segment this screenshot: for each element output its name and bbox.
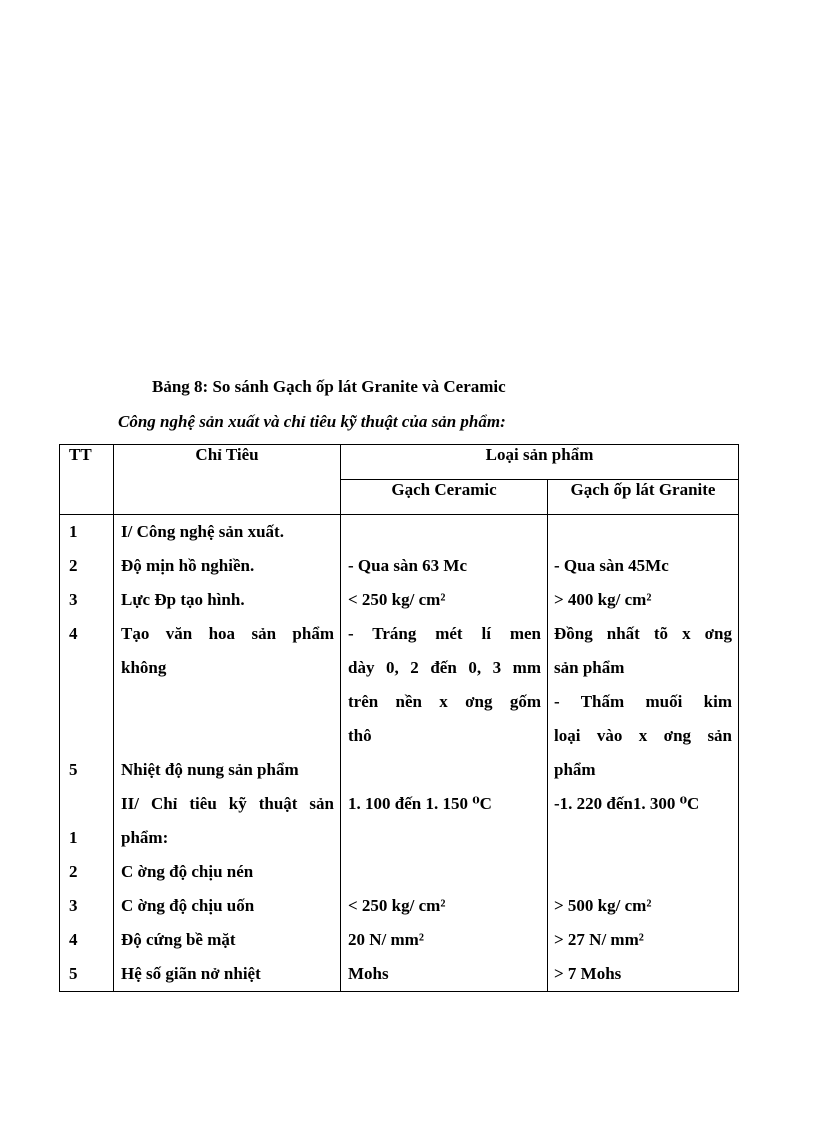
header-chi-tieu: Chỉ Tiêu	[114, 445, 341, 515]
tt-column	[60, 515, 114, 992]
chi-tieu-column	[114, 515, 341, 992]
chi-tieu-line: Độ mịn hồ nghiền.	[121, 556, 255, 575]
chi-tieu-line: II/ Chỉ tiêu kỹ thuật sản	[121, 794, 334, 813]
ceramic-line	[348, 515, 541, 549]
granite-line: loại vào x ơng sản	[554, 726, 733, 745]
ceramic-line: dày 0, 2 đến 0, 3 mm	[348, 658, 541, 677]
granite-line: > 500 kg/ cm²	[554, 896, 652, 915]
granite-line: > 400 kg/ cm²	[554, 590, 652, 609]
ceramic-line	[348, 821, 541, 855]
chi-tieu-line: I/ Công nghệ sản xuất.	[121, 522, 284, 541]
tt-line: 3	[69, 896, 78, 915]
ceramic-column	[341, 515, 548, 992]
granite-line: - Qua sàn 45Mc	[554, 556, 669, 575]
ceramic-line: - Tráng mét lí men	[348, 624, 541, 643]
ceramic-line: 20 N/ mm²	[348, 930, 424, 949]
tt-line: 5	[69, 760, 78, 779]
chi-tieu-line: C ờng độ chịu nén	[121, 862, 254, 881]
granite-line: > 27 N/ mm²	[554, 930, 644, 949]
ceramic-line: trên nền x ơng gốm	[348, 692, 541, 711]
tt-line: 4	[69, 624, 78, 643]
chi-tieu-line: Hệ số giãn nở nhiệt	[121, 964, 261, 983]
chi-tieu-line: C ờng độ chịu uốn	[121, 896, 255, 915]
header-granite: Gạch ốp lát Granite	[548, 480, 739, 515]
granite-line: sản phẩm	[554, 658, 625, 677]
comparison-table	[59, 444, 739, 992]
tt-line	[69, 719, 113, 753]
tt-line: 1	[69, 828, 78, 847]
chi-tieu-line: phẩm:	[121, 828, 169, 847]
chi-tieu-line: Nhiệt độ nung sản phẩm	[121, 760, 299, 779]
chi-tieu-line: Độ cứng bề mặt	[121, 930, 236, 949]
chi-tieu-line	[121, 719, 334, 753]
tt-line	[69, 651, 113, 685]
ceramic-line: 1. 100 đến 1. 150 ⁰C	[348, 794, 492, 813]
granite-column	[548, 515, 739, 992]
chi-tieu-line: Tạo văn hoa sản phẩm	[121, 624, 334, 643]
header-row	[60, 445, 739, 480]
granite-line: Đồng nhất tõ x ơng	[554, 624, 733, 643]
granite-line: > 7 Mohs	[554, 964, 622, 983]
tt-line: 2	[69, 862, 78, 881]
tt-line: 4	[69, 930, 78, 949]
tt-line	[69, 787, 113, 821]
table-caption: Bảng 8: So sánh Gạch ốp lát Granite và Ceramic	[152, 377, 506, 396]
header-ceramic: Gạch Ceramic	[341, 480, 548, 515]
header-tt: TT	[60, 445, 114, 515]
tt-line: 3	[69, 590, 78, 609]
tt-line	[69, 685, 113, 719]
chi-tieu-line: Lực Đp tạo hình.	[121, 590, 245, 609]
granite-line	[554, 821, 732, 855]
granite-line: -1. 220 đến1. 300 ⁰C	[554, 794, 700, 813]
ceramic-line: thô	[348, 726, 372, 745]
ceramic-line	[348, 855, 541, 889]
granite-line	[554, 855, 732, 889]
table-body-row	[60, 515, 739, 992]
tt-line: 1	[69, 522, 78, 541]
ceramic-line: < 250 kg/ cm²	[348, 896, 446, 915]
tt-line: 5	[69, 964, 78, 983]
ceramic-line: < 250 kg/ cm²	[348, 590, 446, 609]
table-subcaption: Công nghệ sản xuất và chỉ tiêu kỹ thuật của sản phẩm:	[118, 412, 506, 431]
granite-line: - Thấm muối kim	[554, 692, 733, 711]
chi-tieu-line	[121, 685, 334, 719]
ceramic-line: Mohs	[348, 964, 389, 983]
header-loai-san-pham: Loại sản phẩm	[341, 445, 739, 480]
granite-line: phẩm	[554, 760, 596, 779]
granite-line	[554, 515, 732, 549]
ceramic-line	[348, 753, 541, 787]
tt-line: 2	[69, 556, 78, 575]
chi-tieu-line: không	[121, 658, 167, 677]
ceramic-line: - Qua sàn 63 Mc	[348, 556, 467, 575]
